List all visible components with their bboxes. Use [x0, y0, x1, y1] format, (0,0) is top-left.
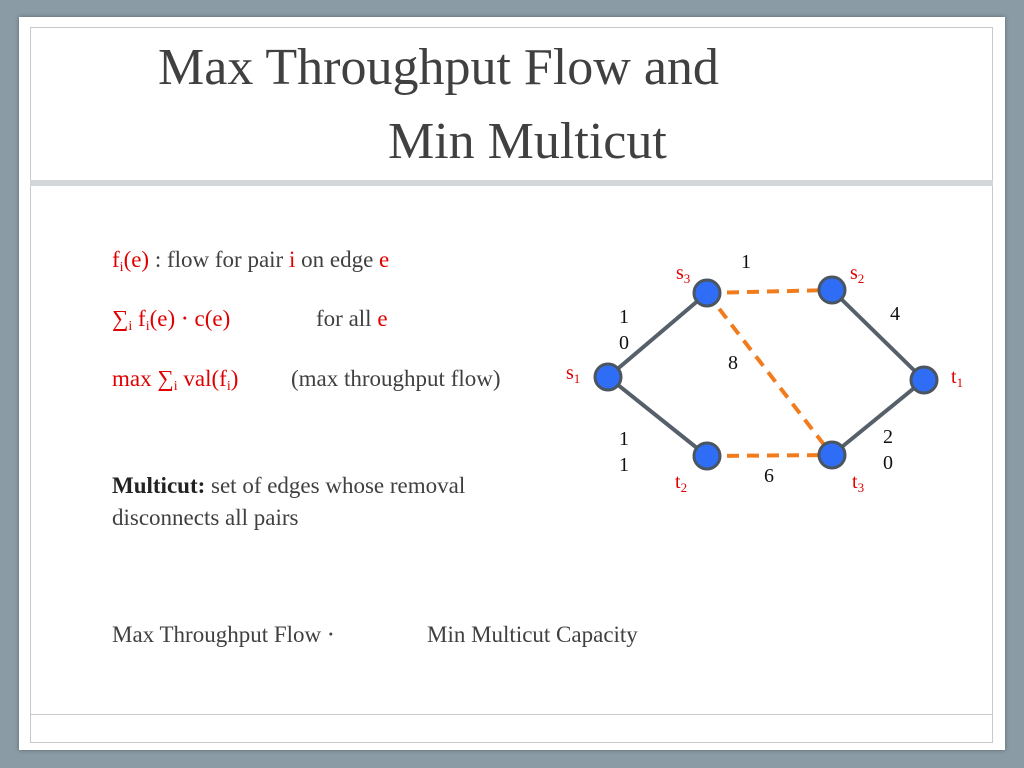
node-label-t1: $t_1$ [951, 366, 964, 390]
node-label-s2: $s_2$ [850, 262, 865, 286]
for-all-text: for all [316, 306, 378, 331]
multicut-term: Multicut: [112, 473, 206, 498]
node-label-t3: $t_3$ [852, 471, 865, 495]
objective-close: ) [230, 366, 239, 391]
edge-capacity-s1-s3 [617, 304, 631, 356]
edge-capacity-s1-t2 [617, 426, 631, 478]
flow-on-edge: on edge [295, 247, 380, 272]
edge-label-digit: 1 [619, 428, 629, 450]
edge-label-digit: 2 [883, 426, 893, 448]
objective-val: val(f [177, 366, 227, 391]
node-s3 [694, 280, 720, 306]
edge-label-digit: 0 [883, 452, 893, 474]
flow-edge-var: e [379, 247, 390, 272]
node-t2 [694, 443, 720, 469]
objective-max: max ∑ [112, 366, 174, 391]
edge-t3-t1 [832, 380, 924, 455]
node-label-s3: $s_3$ [676, 262, 691, 286]
objective-subscript: i [173, 379, 178, 394]
for-all-edge-var: e [377, 306, 388, 331]
sum-flow-symbol: f [138, 306, 146, 331]
flow-arg: (e) [123, 247, 150, 272]
edge-s2-t1 [832, 290, 924, 380]
sum-capacity-expr: (e) ⋅ c(e) [149, 306, 231, 331]
edge-t2-t3 [707, 455, 832, 456]
title-line-1: Max Throughput Flow and [158, 39, 719, 96]
edge-capacity-s3-t3: 8 [728, 352, 738, 374]
inequality-right: Min Multicut Capacity [427, 622, 638, 647]
objective-note: (max throughput flow) [291, 366, 501, 391]
node-s1 [595, 364, 621, 390]
sum-subscript: i [128, 319, 133, 334]
multicut-desc: set of edges whose removal [205, 473, 466, 498]
edge-capacity-s2-t1: 4 [890, 303, 900, 325]
edge-label-digit: 0 [619, 332, 629, 354]
multicut-definition-line2: disconnects all pairs [112, 505, 299, 530]
edge-label-digit: 1 [619, 454, 629, 476]
flow-symbol: f [112, 247, 120, 272]
node-s2 [819, 277, 845, 303]
flow-pair-var: i [288, 247, 296, 272]
objective-val-subscript: i [226, 379, 231, 394]
edge-s3-s2 [707, 290, 832, 293]
title-line-2: Min Multicut [388, 113, 667, 170]
node-label-t2: $t_2$ [675, 471, 688, 495]
sum-flow-subscript: i [145, 319, 150, 334]
edge-capacity-t2-t3: 6 [764, 465, 774, 487]
inequality-left: Max Throughput Flow ⋅ [112, 622, 335, 647]
sum-symbol: ∑ [112, 306, 129, 331]
edge-label-digit: 1 [619, 306, 629, 328]
edge-capacity-t3-t1 [881, 424, 895, 476]
edge-capacity-s3-s2: 1 [741, 251, 751, 273]
flow-subscript: i [119, 260, 124, 275]
node-t1 [911, 367, 937, 393]
edges-layer [608, 290, 924, 456]
flow-desc: : flow for pair [149, 247, 289, 272]
node-label-s1: $s_1$ [566, 362, 581, 386]
node-t3 [819, 442, 845, 468]
